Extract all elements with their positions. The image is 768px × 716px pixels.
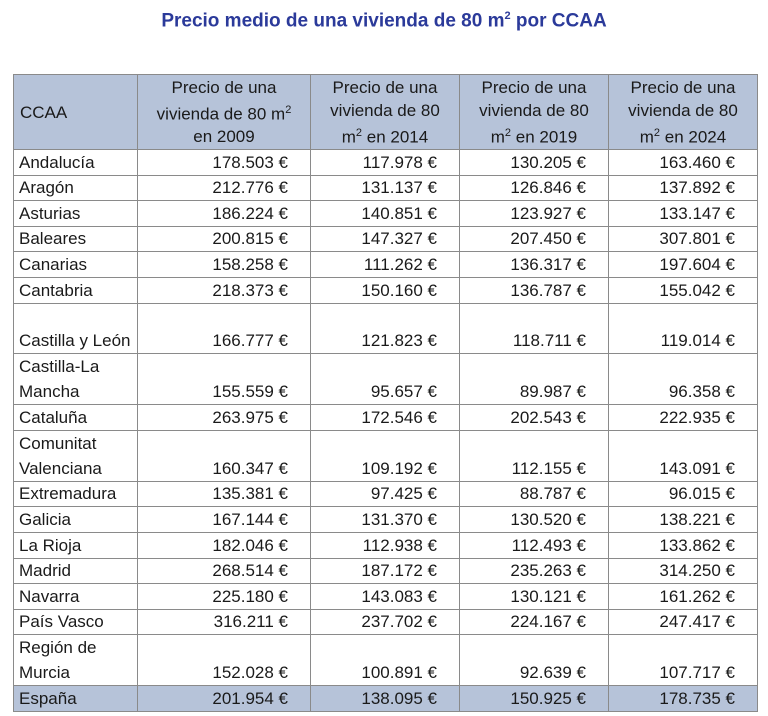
- cell-2019: 88.787 €: [460, 481, 609, 507]
- cell-2014: 117.978 €: [311, 150, 460, 176]
- table-row: [14, 226, 758, 252]
- cell-2024: 314.250 €: [609, 558, 758, 584]
- cell-2024: 247.417 €: [609, 609, 758, 635]
- cell-2014: 143.083 €: [311, 584, 460, 610]
- cell-2019: 92.639 €: [460, 635, 609, 686]
- cell-2019: 123.927 €: [460, 201, 609, 227]
- cell-2009: 182.046 €: [138, 532, 311, 558]
- total-row: [14, 686, 758, 712]
- page-title: Precio medio de una vivienda de 80 $m^2$ por CCAA: [161, 10, 607, 32]
- cell-2014: 187.172 €: [311, 558, 460, 584]
- price-table: [13, 74, 758, 712]
- cell-2009: 158.258 €: [138, 252, 311, 278]
- cell-2014: 112.938 €: [311, 532, 460, 558]
- cell-2019: 130.121 €: [460, 584, 609, 610]
- cell-2009: 160.347 €: [138, 430, 311, 481]
- row-name: Castilla y León: [14, 303, 138, 354]
- cell-2014: 111.262 €: [311, 252, 460, 278]
- cell-2009: 135.381 €: [138, 481, 311, 507]
- row-name: Cantabria: [14, 277, 138, 303]
- cell-2009: 263.975 €: [138, 405, 311, 431]
- row-name: Aragón: [14, 175, 138, 201]
- table-row: [14, 354, 758, 405]
- table-row: [14, 303, 758, 354]
- cell-2014: 100.891 €: [311, 635, 460, 686]
- cell-2024: 96.015 €: [609, 481, 758, 507]
- row-name: España: [14, 686, 138, 712]
- cell-2019: 112.155 €: [460, 430, 609, 481]
- cell-2009: 155.559 €: [138, 354, 311, 405]
- cell-2019: 136.317 €: [460, 252, 609, 278]
- cell-2019: 235.263 €: [460, 558, 609, 584]
- table-row: [14, 558, 758, 584]
- cell-2014: 131.137 €: [311, 175, 460, 201]
- row-name: Región de Murcia: [14, 635, 138, 686]
- row-name: Cataluña: [14, 405, 138, 431]
- column-header-2024: Precio de una vivienda de 80 $m^2$ en 2024: [609, 75, 758, 150]
- cell-2024: 155.042 €: [609, 277, 758, 303]
- table-row: [14, 507, 758, 533]
- column-header-2014: Precio de una vivienda de 80 $m^2$ en 2014: [311, 75, 460, 150]
- cell-2009: 166.777 €: [138, 303, 311, 354]
- row-name: Galicia: [14, 507, 138, 533]
- cell-2009: 186.224 €: [138, 201, 311, 227]
- cell-2019: 207.450 €: [460, 226, 609, 252]
- cell-2009: 225.180 €: [138, 584, 311, 610]
- cell-2009: 167.144 €: [138, 507, 311, 533]
- cell-2014: 172.546 €: [311, 405, 460, 431]
- cell-2024: 133.147 €: [609, 201, 758, 227]
- cell-2009: 201.954 €: [138, 686, 311, 712]
- cell-2009: 152.028 €: [138, 635, 311, 686]
- cell-2024: 96.358 €: [609, 354, 758, 405]
- table-row: [14, 405, 758, 431]
- cell-2014: 147.327 €: [311, 226, 460, 252]
- cell-2024: 133.862 €: [609, 532, 758, 558]
- table-row: [14, 532, 758, 558]
- row-name: Canarias: [14, 252, 138, 278]
- cell-2014: 237.702 €: [311, 609, 460, 635]
- table-row: [14, 201, 758, 227]
- cell-2019: 130.520 €: [460, 507, 609, 533]
- table-row: [14, 175, 758, 201]
- table-row: [14, 609, 758, 635]
- table-row: [14, 584, 758, 610]
- cell-2009: 212.776 €: [138, 175, 311, 201]
- row-name: Comunitat Valenciana: [14, 430, 138, 481]
- cell-2014: 140.851 €: [311, 201, 460, 227]
- table-row: [14, 277, 758, 303]
- cell-2024: 161.262 €: [609, 584, 758, 610]
- cell-2019: 118.711 €: [460, 303, 609, 354]
- cell-2019: 89.987 €: [460, 354, 609, 405]
- row-name: Baleares: [14, 226, 138, 252]
- column-header-2019: Precio de una vivienda de 80 $m^2$ en 2019: [460, 75, 609, 150]
- row-name: Extremadura: [14, 481, 138, 507]
- row-name: País Vasco: [14, 609, 138, 635]
- cell-2014: 121.823 €: [311, 303, 460, 354]
- row-name: Andalucía: [14, 150, 138, 176]
- row-name: Navarra: [14, 584, 138, 610]
- cell-2024: 163.460 €: [609, 150, 758, 176]
- cell-2019: 224.167 €: [460, 609, 609, 635]
- cell-2019: 112.493 €: [460, 532, 609, 558]
- cell-2019: 150.925 €: [460, 686, 609, 712]
- cell-2019: 130.205 €: [460, 150, 609, 176]
- row-name: Madrid: [14, 558, 138, 584]
- cell-2019: 202.543 €: [460, 405, 609, 431]
- cell-2019: 126.846 €: [460, 175, 609, 201]
- column-header-2009: Precio de una vivienda de 80 $m^2$ en 2009: [138, 75, 311, 150]
- cell-2024: 138.221 €: [609, 507, 758, 533]
- cell-2024: 143.091 €: [609, 430, 758, 481]
- cell-2024: 222.935 €: [609, 405, 758, 431]
- table-row: [14, 481, 758, 507]
- cell-2024: 107.717 €: [609, 635, 758, 686]
- cell-2014: 131.370 €: [311, 507, 460, 533]
- cell-2014: 109.192 €: [311, 430, 460, 481]
- header-row: [14, 75, 758, 150]
- row-name: Castilla-La Mancha: [14, 354, 138, 405]
- cell-2024: 178.735 €: [609, 686, 758, 712]
- table-row: [14, 635, 758, 686]
- cell-2009: 218.373 €: [138, 277, 311, 303]
- cell-2014: 150.160 €: [311, 277, 460, 303]
- table-row: [14, 252, 758, 278]
- cell-2024: 119.014 €: [609, 303, 758, 354]
- cell-2019: 136.787 €: [460, 277, 609, 303]
- row-name: La Rioja: [14, 532, 138, 558]
- cell-2024: 307.801 €: [609, 226, 758, 252]
- table-row: [14, 430, 758, 481]
- cell-2009: 316.211 €: [138, 609, 311, 635]
- cell-2014: 97.425 €: [311, 481, 460, 507]
- cell-2014: 138.095 €: [311, 686, 460, 712]
- cell-2024: 137.892 €: [609, 175, 758, 201]
- cell-2014: 95.657 €: [311, 354, 460, 405]
- table-row: [14, 150, 758, 176]
- cell-2009: 178.503 €: [138, 150, 311, 176]
- row-name: Asturias: [14, 201, 138, 227]
- cell-2009: 200.815 €: [138, 226, 311, 252]
- cell-2009: 268.514 €: [138, 558, 311, 584]
- cell-2024: 197.604 €: [609, 252, 758, 278]
- column-header-ccaa: CCAA: [14, 75, 138, 150]
